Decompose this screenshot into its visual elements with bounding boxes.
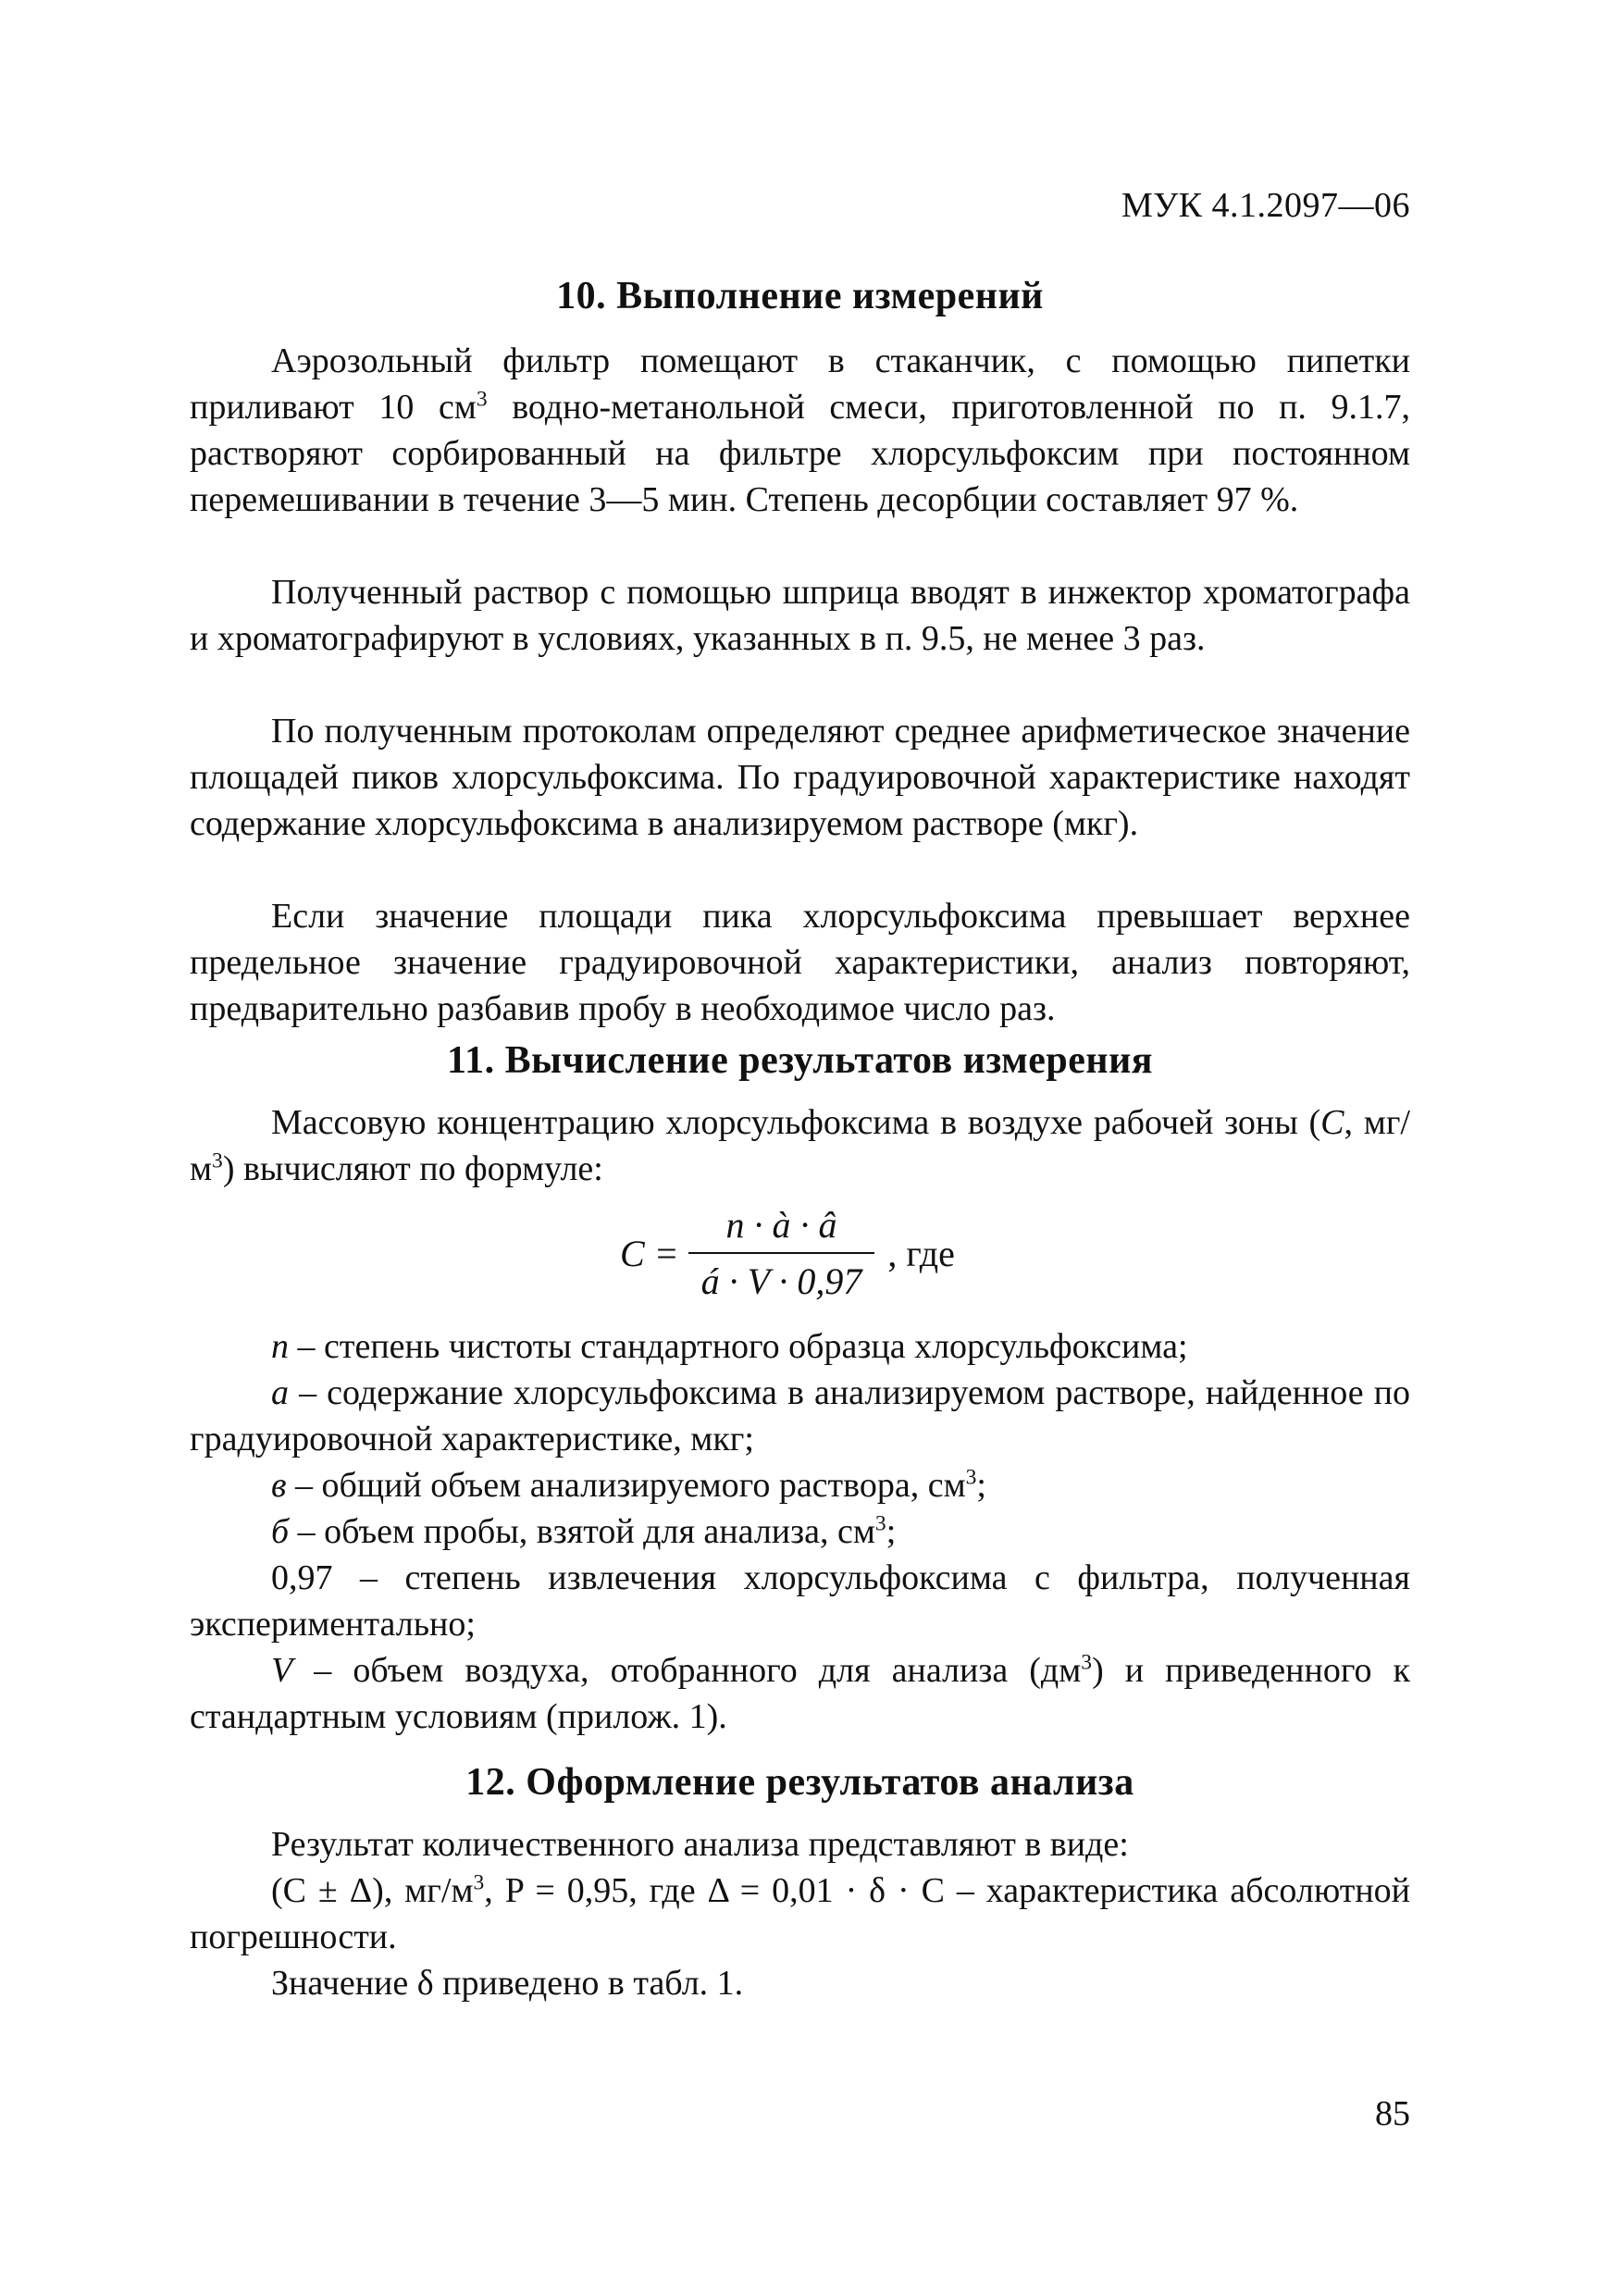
- section-12-title: 12. Оформление результатов анализа: [465, 1761, 1134, 1804]
- section-12-paragraph-2: (C ± Δ), $мг/м^3$, P = 0,95, где Δ = 0,01 · δ · C – характеристика абсолютной погрешности.: [190, 1870, 1411, 1956]
- section-10-paragraph-1: Аэрозольный фильтр помещают в стаканчик, с помощью пипетки приливают 10 $см^3$ водно-метанольной смеси, приготовленной по п. 9.1.7, растворяют сорбированный на фильтре хлорсульфоксим при постоянном перемешивании в течение 3—5 мин. Степень десорбции составляет 97 %.: [190, 341, 1410, 519]
- section-10-paragraph-4: Если значение площади пика хлорсульфоксима превышает верхнее предельное значение градуировочной характеристики, анализ повторяют, предварительно разбавив пробу в необходимое число раз.: [190, 897, 1410, 1028]
- section-10-paragraph-3: По полученным протоколам определяют среднее арифметическое значение площадей пиков хлорсульфоксима. По градуировочной характеристике находят содержание хлорсульфоксима в анализируемом растворе (мкг).: [190, 712, 1410, 843]
- section-10-paragraph-2: Полученный раствор с помощью шприца вводят в инжектор хроматографа и хроматографируют в условиях, указанных в п. 9.5, не менее 3 раз.: [190, 573, 1410, 658]
- section-11-intro: Массовую концентрацию хлорсульфоксима в воздухе рабочей зоны (C, $мг/м^3$) вычисляют по формуле:: [190, 1103, 1410, 1188]
- section-12-paragraph-1: Результат количественного анализа представляют в виде:: [271, 1825, 1129, 1864]
- definition-v: в – общий объем анализируемого раствора, $см^3$;: [271, 1465, 986, 1505]
- formula-denominator: á · V · 0,97: [688, 1252, 875, 1303]
- definition-n: n – степень чистоты стандартного образца хлорсульфоксима;: [271, 1327, 1188, 1366]
- section-11-title: 11. Вычисление результатов измерения: [446, 1039, 1153, 1082]
- formula-numerator: n · à · â: [725, 1204, 837, 1246]
- definition-volume: V – объем воздуха, отобранного для анализа $(дм^3)$ и приведенного к стандартным условиям (прилож. 1).: [190, 1650, 1410, 1736]
- formula-tail: , где: [887, 1232, 955, 1274]
- concentration-formula: [620, 1203, 955, 1303]
- definition-b: б – объем пробы, взятой для анализа, $см^3$;: [271, 1511, 897, 1551]
- section-10-title: 10. Выполнение измерений: [556, 275, 1044, 317]
- page-number: 85: [1375, 2094, 1410, 2133]
- section-12-paragraph-3: Значение δ приведено в табл. 1.: [271, 1964, 744, 2003]
- formula-fraction: [688, 1203, 875, 1303]
- document-code: МУК 4.1.2097—06: [1121, 186, 1410, 225]
- formula-lhs: C =: [620, 1232, 679, 1274]
- definition-a: a – содержание хлорсульфоксима в анализируемом растворе, найденное по градуировочной характеристике, мкг;: [190, 1373, 1410, 1458]
- definition-097: 0,97 – степень извлечения хлорсульфоксима с фильтра, полученная экспериментально;: [190, 1558, 1410, 1644]
